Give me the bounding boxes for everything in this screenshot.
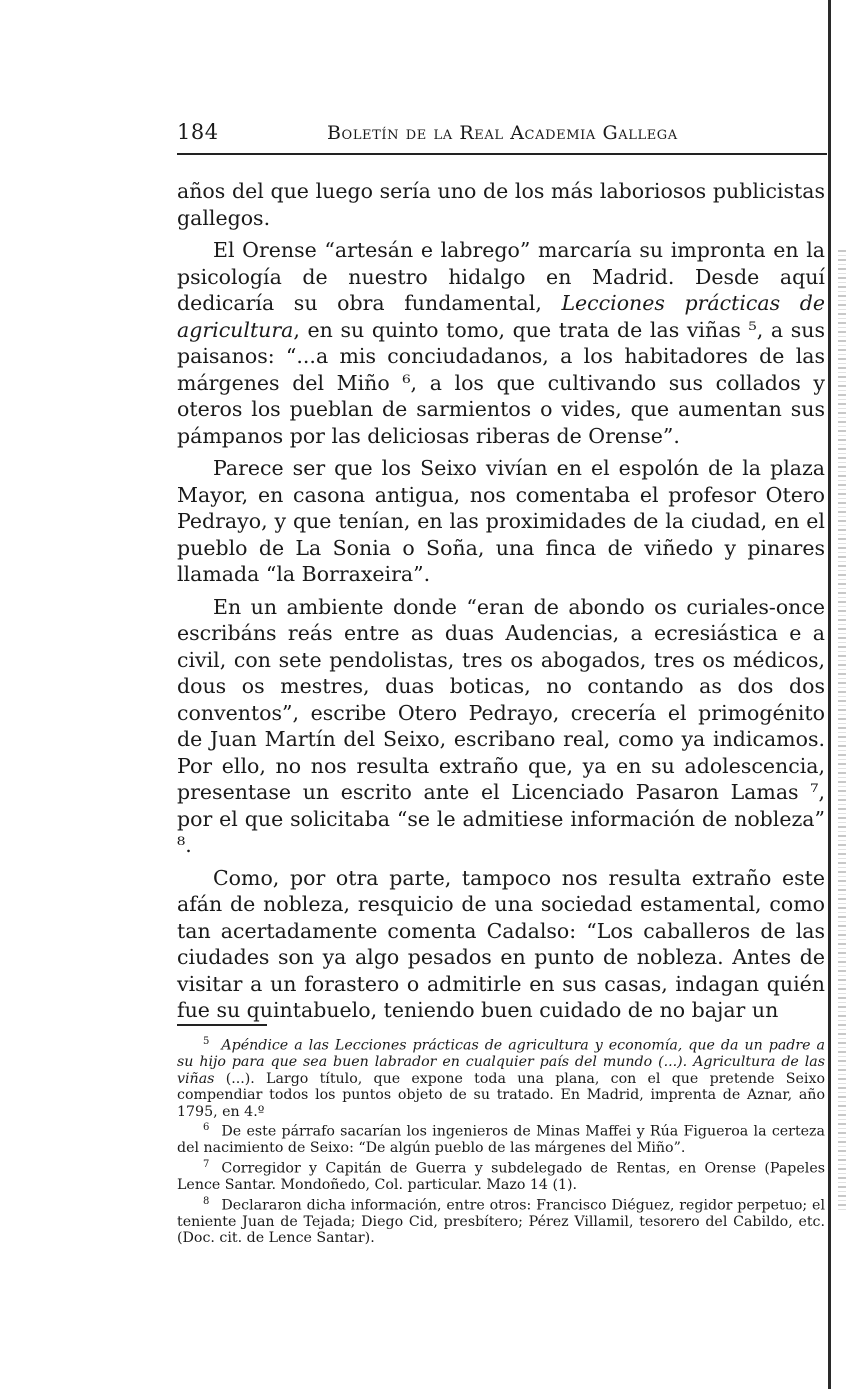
footnote — [177, 1194, 825, 1247]
footnote-rule — [177, 1024, 267, 1026]
scan-edge-noise — [838, 250, 846, 1210]
book-title-italic: Lecciones prácticas de agricultura — [177, 291, 825, 342]
footnote-italic-text: Apéndice a las Lecciones prácticas de agricultura y economía, que da un padre a su hijo para que sea buen labrador en cualquier país del mundo (...). Agricultura de las viñas — [177, 1037, 825, 1087]
paragraph-text: años del que luego sería uno de los más laboriosos publicistas gallegos. — [177, 179, 825, 230]
footnote — [177, 1120, 825, 1157]
paragraph — [177, 237, 825, 449]
paragraph-text: , en su quinto tomo, que trata de las viñas ⁵, a sus paisanos: “...a mis conciudadanos, a los habitadores de las márgenes del Miño ⁶, a los que cultivando sus collados y oteros los pueblan de sarmientos o vides, que aumentan sus pámpanos por las deliciosas riberas de Orense”. — [177, 317, 825, 448]
page-number: 184 — [177, 120, 219, 144]
paragraph — [177, 865, 825, 1024]
footnote-number: 8 — [203, 1195, 210, 1207]
footnote-number: 7 — [203, 1158, 210, 1170]
footnote-text: Corregidor y Capitán de Guerra y subdelegado de Rentas, en Orense (Papeles Lence Santar. Mondoñedo, Col. particular. Mazo 14 (1). — [177, 1160, 825, 1194]
footnote — [177, 1034, 825, 1120]
footnotes — [177, 1034, 825, 1247]
paragraph — [177, 594, 825, 859]
header-rule — [177, 153, 827, 155]
footnote-text: (...). Largo título, que expone toda una plana, con el que pretende Seixo compendiar todos los puntos objeto de su tratado. En Madrid, imprenta de Aznar, año 1795, en 4.º — [177, 1070, 825, 1120]
paragraph — [177, 455, 825, 588]
paragraph — [177, 178, 825, 231]
page-edge-shadow — [828, 0, 831, 1389]
running-header — [177, 120, 827, 150]
footnote-text: Declararon dicha información, entre otros: Francisco Diéguez, regidor perpetuo; el teniente Juan de Tejada; Diego Cid, presbítero; Pérez Villamil, tesorero del Cabildo, etc. (Doc. cit. de Lence Santar). — [177, 1197, 825, 1247]
running-title: Boletín de la Real Academia Gallega — [327, 122, 678, 144]
paragraph-text: En un ambiente donde “eran de abondo os curiales-once escribáns reás entre as duas Audencias, a ecresiástica e a civil, con sete pendolistas, tres os abogados, tres os médicos, dous os mestres, duas boticas, no contando as dos dos conventos”, escribe Otero Pedrayo, crecería el primogénito de Juan Martín del Seixo, escribano real, como ya indicamos. Por ello, no nos resulta extraño que, ya en su adolescencia, presentase un escrito ante el Licenciado Pasaron Lamas ⁷, por el que solicitaba “se le admitiese información de nobleza” ⁸. — [177, 594, 825, 857]
footnote-text: De este párrafo sacarían los ingenieros de Minas Maffei y Rúa Figueroa la certeza del nacimiento de Seixo: “De algún pueblo de las márgenes del Miño”. — [177, 1123, 825, 1157]
paragraph-text: Como, por otra parte, tampoco nos resulta extraño este afán de nobleza, resquicio de una sociedad estamental, como tan acertadamente comenta Cadalso: “Los caballeros de las ciudades son ya algo pesados en punto de nobleza. Antes de visitar a un forastero o admitirle en sus casas, indagan quién fue su quintabuelo, teniendo buen cuidado de no bajar un — [177, 865, 825, 1022]
footnote — [177, 1157, 825, 1194]
footnote-number: 5 — [203, 1036, 210, 1047]
footnote-number: 6 — [203, 1122, 210, 1134]
paragraph-text: Parece ser que los Seixo vivían en el espolón de la plaza Mayor, en casona antigua, nos comentaba el profesor Otero Pedrayo, y que tenían, en las proximidades de la ciudad, en el pueblo de La Sonia o Soña, una finca de viñedo y pinares llamada “la Borraxeira”. — [177, 456, 825, 586]
paragraph-text: El Orense “artesán e labrego” marcaría su impronta en la psicología de nuestro hidalgo en Madrid. Desde aquí dedicaría su obra fundamental, — [177, 238, 825, 315]
body-text — [177, 178, 825, 1030]
